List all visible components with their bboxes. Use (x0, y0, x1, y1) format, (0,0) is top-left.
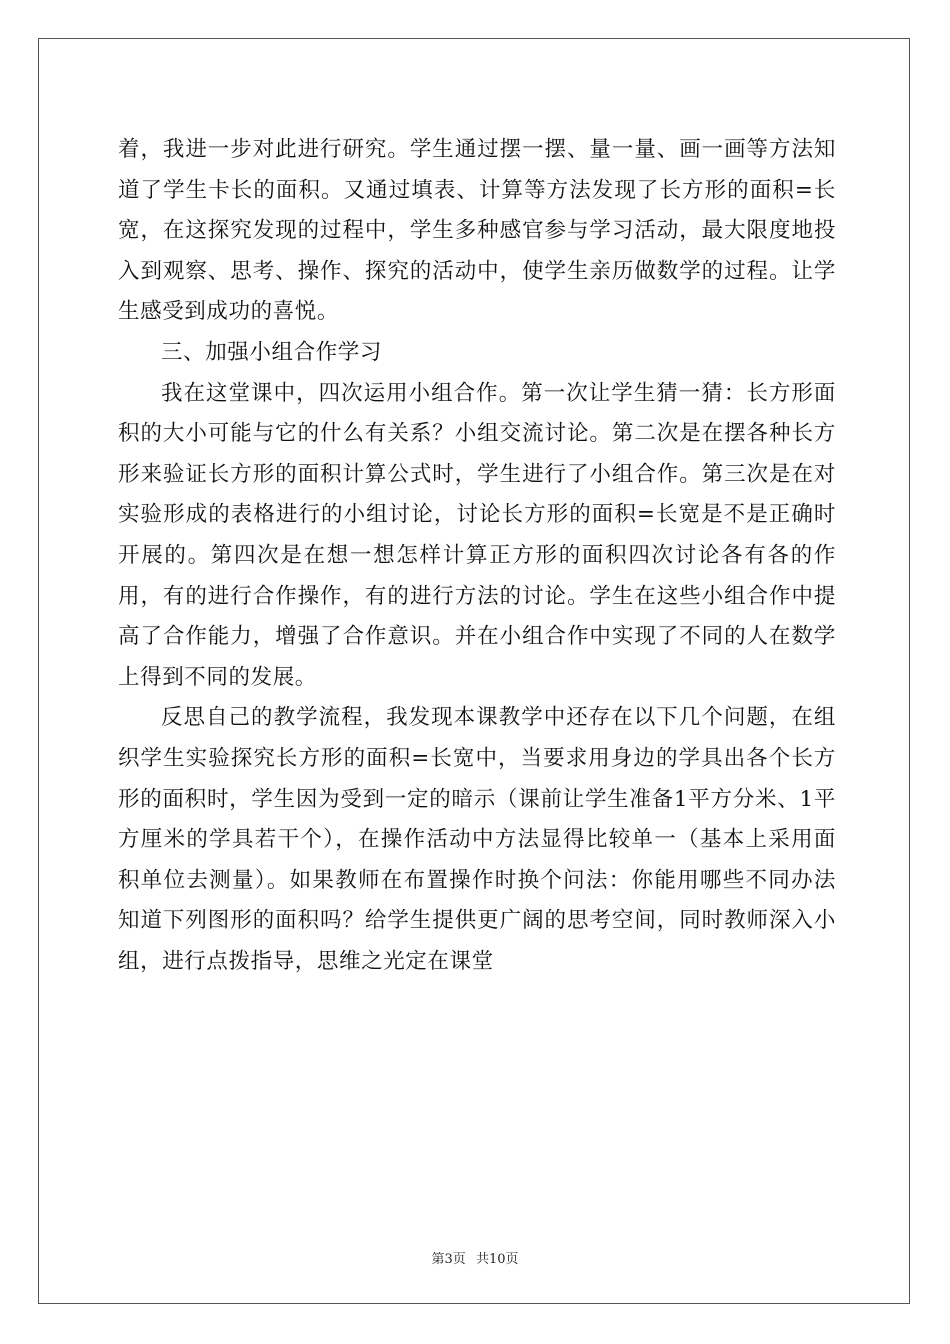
page-footer (0, 1248, 950, 1267)
paragraph-continuation: 着，我进一步对此进行研究。学生通过摆一摆、量一量、画一画等方法知道了学生卡长的面积。又通过填表、计算等方法发现了长方形的面积=长宽，在这探究发现的过程中，学生多种感官参与学习活动，最大限度地投入到观察、思考、操作、探究的活动中，使学生亲历做数学的过程。让学生感受到成功的喜悦。 (118, 137, 836, 325)
paragraph-group-work: 我在这堂课中，四次运用小组合作。第一次让学生猜一猜：长方形面积的大小可能与它的什么有关系？小组交流讨论。第二次是在摆各种长方形来验证长方形的面积计算公式时，学生进行了小组合作。第三次是在对实验形成的表格进行的小组讨论，讨论长方形的面积=长宽是不是正确时开展的。第四次是在想一想怎样计算正方形的面积四次讨论各有各的作用，有的进行合作操作，有的进行方法的讨论。学生在这些小组合作中提高了合作能力，增强了合作意识。并在小组合作中实现了不同的人在数学上得到不同的发展。 (118, 380, 836, 690)
section-heading: 三、加强小组合作学习 (161, 339, 383, 365)
document-body (118, 130, 836, 982)
page-number: 第3页 (431, 1252, 466, 1267)
paragraph-reflection: 反思自己的教学流程，我发现本课教学中还存在以下几个问题，在组织学生实验探究长方形的面积=长宽中，当要求用身边的学具出各个长方形的面积时，学生因为受到一定的暗示（课前让学生准备1平方分米、1平方厘米的学具若干个），在操作活动中方法显得比较单一（基本上采用面积单位去测量）。如果教师在布置操作时换个问法：你能用哪些不同办法知道下列图形的面积吗？给学生提供更广阔的思考空间，同时教师深入小组，进行点拨指导，思维之光定在课堂 (118, 705, 836, 974)
total-pages: 共10页 (475, 1252, 519, 1267)
